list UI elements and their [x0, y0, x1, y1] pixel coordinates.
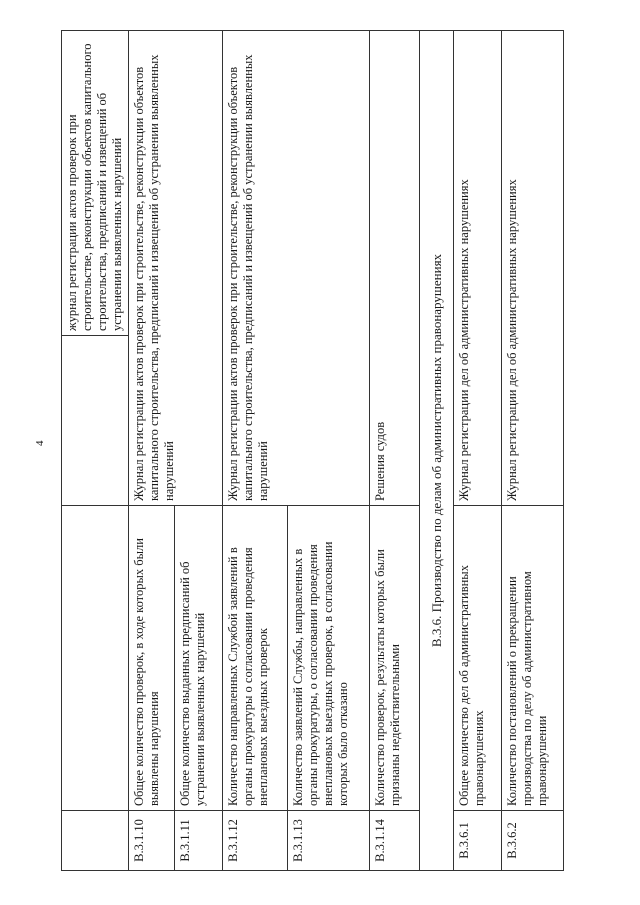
table-row [62, 31, 129, 871]
row-code: В.3.1.13 [287, 811, 369, 871]
row-code: В.3.1.12 [222, 811, 287, 871]
table-row [222, 31, 287, 871]
row-source: Журнал регистрации дел об административных нарушениях [453, 31, 501, 506]
row-code: В.3.6.2 [501, 811, 563, 871]
row-source: Решения судов [370, 31, 420, 506]
row-indicator: Количество постановлений о прекращении производства по делу об административном правонарушении [501, 506, 563, 811]
indicators-table [61, 30, 564, 871]
row-code: В.3.1.11 [175, 811, 222, 871]
row-source: журнал регистрации актов проверок при строительстве, реконструкции объектов капитального строительства, предписаний и извещений об устранении выявленных нарушений [62, 31, 129, 336]
section-row [420, 31, 453, 871]
row-empty-cell [62, 336, 129, 506]
table-row [129, 31, 175, 871]
row-code [62, 811, 129, 871]
table-row [453, 31, 501, 871]
row-code: В.3.1.10 [129, 811, 175, 871]
table-row [501, 31, 563, 871]
row-indicator: Общее количество выданных предписаний об устранении выявленных нарушений [175, 506, 222, 811]
row-indicator: Количество проверок, результаты которых были признаны недействительными [370, 506, 420, 811]
row-source: Журнал регистрации актов проверок при строительстве, реконструкции объектов капитального строительства, предписаний и извещений об устранении выявленных нарушений [129, 31, 222, 506]
row-source: Журнал регистрации актов проверок при строительстве, реконструкции объектов капитального строительства, предписаний и извещений об устранении выявленных нарушений [222, 31, 370, 506]
row-indicator: Количество заявлений Службы, направленных в органы прокуратуры, о согласовании проведения внеплановых выездных проверок, в согласовании которых было отказано [287, 506, 369, 811]
row-indicator: Количество направленных Службой заявлений в органы прокуратуры о согласовании проведения внеплановых выездных проверок [222, 506, 287, 811]
row-code: В.3.1.14 [370, 811, 420, 871]
row-indicator: Общее количество дел об административных правонарушениях [453, 506, 501, 811]
rotated-table-container [61, 31, 564, 871]
row-code: В.3.6.1 [453, 811, 501, 871]
table-row [370, 31, 420, 871]
row-source: Журнал регистрации дел об административных нарушениях [501, 31, 563, 506]
page-number: 4 [34, 440, 46, 446]
row-indicator [62, 506, 129, 811]
section-title: В.3.6. Производство по делам об административных правонарушениях [420, 31, 453, 871]
row-indicator: Общее количество проверок, в ходе которых были выявлены нарушения [129, 506, 175, 811]
